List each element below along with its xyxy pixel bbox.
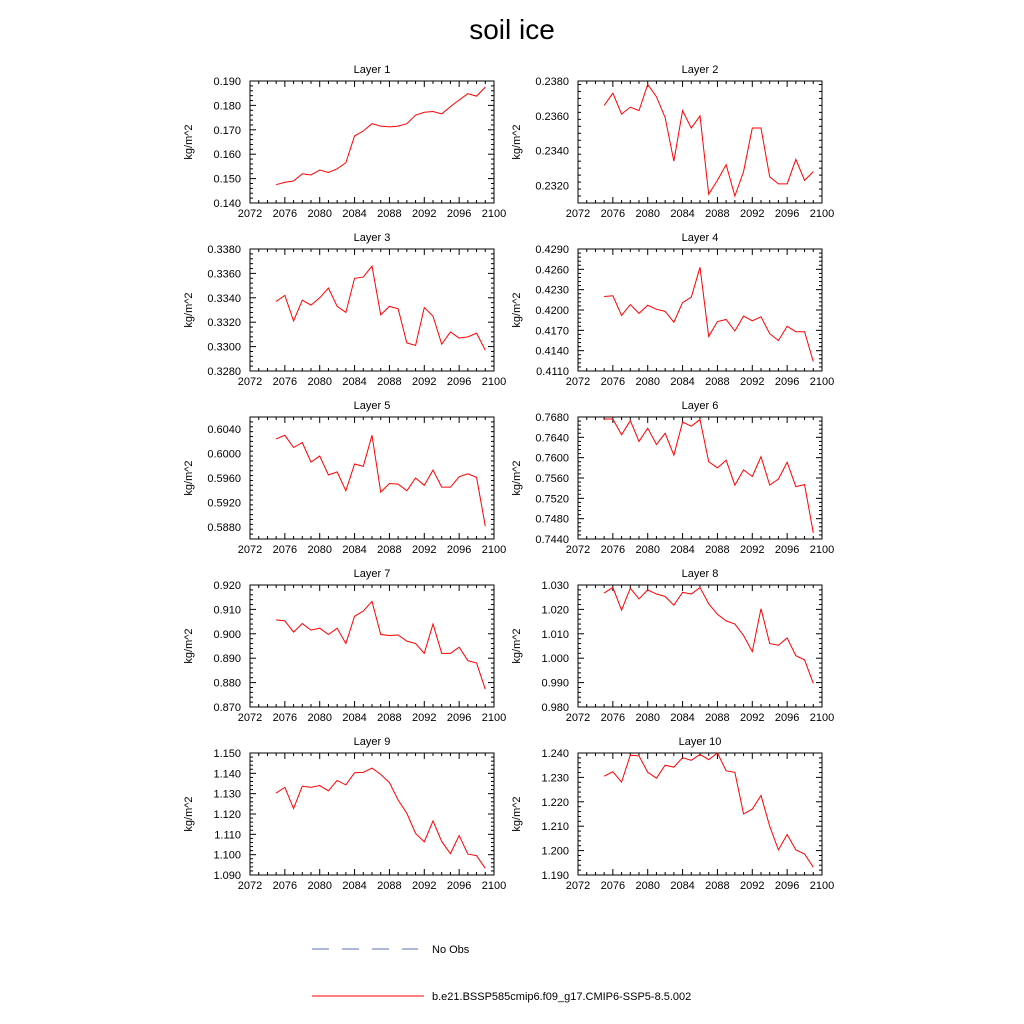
- layer-9-x-tick-label: 2100: [481, 880, 507, 892]
- layer-10-y-tick-label: 1.190: [541, 870, 569, 882]
- layer-1-y-tick-label: 0.170: [213, 124, 241, 137]
- layer-2-x-tick-label: 2080: [635, 208, 660, 220]
- layer-8-y-tick-label: 1.000: [541, 653, 569, 666]
- layer-6-x-tick-label: 2096: [774, 544, 800, 556]
- layer-6-x-tick-label: 2084: [670, 544, 695, 556]
- layer-6-plot-frame: [578, 417, 822, 539]
- layer-6-title: Layer 6: [681, 400, 719, 412]
- layer-8-y-tick-label: 1.010: [541, 628, 569, 641]
- layer-2-x-tick-label: 2084: [670, 208, 695, 220]
- layer-5-x-tick-label: 2100: [481, 544, 507, 556]
- layer-9-series-line: [276, 768, 485, 868]
- layer-8-x-tick-label: 2084: [670, 712, 695, 724]
- layer-7-x-tick-label: 2100: [481, 712, 507, 724]
- legend-model-label: b.e21.BSSP585cmip6.f09_g17.CMIP6-SSP5-8.5.002: [432, 991, 692, 1003]
- layer-8-y-tick-label: 1.020: [541, 604, 569, 617]
- layer-1-x-tick-label: 2096: [446, 208, 472, 220]
- layer-6-ylabel: kg/m^2: [511, 460, 523, 496]
- layer-3-y-tick-label: 0.3360: [207, 268, 241, 281]
- layer-5-x-tick-label: 2072: [237, 544, 263, 556]
- layer-8-x-tick-label: 2088: [705, 712, 730, 724]
- layer-8-y-tick-label: 0.990: [541, 677, 569, 690]
- layer-3-x-tick-label: 2100: [481, 376, 507, 388]
- layer-9-y-tick-label: 1.100: [213, 849, 241, 862]
- layer-5-y-tick-label: 0.6040: [207, 424, 241, 437]
- layer-1-x-tick-label: 2084: [342, 208, 367, 220]
- layer-7-x-tick-label: 2072: [237, 712, 263, 724]
- layer-7-y-tick-label: 0.900: [213, 628, 241, 641]
- layer-7-series-line: [276, 601, 485, 689]
- layer-1-x-tick-label: 2072: [237, 208, 263, 220]
- layer-3-y-tick-label: 0.3320: [207, 317, 241, 330]
- layer-5-y-tick-label: 0.5920: [207, 497, 241, 510]
- layer-1-y-tick-label: 0.180: [213, 100, 241, 113]
- layer-6-y-tick-label: 0.7520: [535, 493, 569, 506]
- layer-1-series-line: [276, 87, 485, 185]
- layer-6-y-tick-label: 0.7680: [535, 412, 569, 424]
- layer-8-x-tick-label: 2092: [740, 712, 765, 724]
- layer-6-x-tick-label: 2100: [809, 544, 835, 556]
- layer-4-y-tick-label: 0.4200: [535, 305, 569, 317]
- layer-2-x-tick-label: 2100: [809, 208, 835, 220]
- layer-4-x-tick-label: 2080: [635, 376, 660, 388]
- layer-7-y-tick-label: 0.870: [213, 702, 241, 714]
- layer-4-y-tick-label: 0.4140: [535, 345, 569, 358]
- layer-7-x-tick-label: 2088: [377, 712, 402, 724]
- layer-8-x-tick-label: 2072: [565, 712, 591, 724]
- layer-5-x-tick-label: 2080: [307, 544, 332, 556]
- layer-9-y-tick-label: 1.090: [213, 870, 241, 882]
- layer-1-y-tick-label: 0.140: [213, 198, 241, 210]
- layer-9-x-tick-label: 2092: [412, 880, 437, 892]
- layer-10-x-tick-label: 2088: [705, 880, 730, 892]
- layer-4-y-tick-label: 0.4230: [535, 284, 569, 297]
- layer-6-y-tick-label: 0.7480: [535, 513, 569, 526]
- layer-9-x-tick-label: 2072: [237, 880, 263, 892]
- layer-10-plot-frame: [578, 753, 822, 875]
- layer-9-x-tick-label: 2080: [307, 880, 332, 892]
- layer-2-x-tick-label: 2096: [774, 208, 800, 220]
- layer-5-title: Layer 5: [353, 400, 391, 412]
- layer-9-y-tick-label: 1.120: [213, 809, 241, 821]
- layer-3-series-line: [276, 266, 485, 350]
- layer-10-x-tick-label: 2084: [670, 880, 695, 892]
- layer-4-title: Layer 4: [681, 232, 719, 244]
- layer-9-title: Layer 9: [353, 736, 391, 748]
- layer-2-y-tick-label: 0.2320: [535, 180, 569, 193]
- layer-3-ylabel: kg/m^2: [183, 292, 195, 328]
- layer-4-x-tick-label: 2088: [705, 376, 730, 388]
- layer-2-title: Layer 2: [681, 64, 719, 76]
- layer-7-x-tick-label: 2096: [446, 712, 472, 724]
- layer-5-x-tick-label: 2092: [412, 544, 437, 556]
- layer-10-x-tick-label: 2080: [635, 880, 660, 892]
- layer-2-x-tick-label: 2092: [740, 208, 765, 220]
- layer-1-y-tick-label: 0.160: [213, 149, 241, 162]
- layer-10-y-tick-label: 1.220: [541, 796, 569, 809]
- layer-2-plot-frame: [578, 81, 822, 203]
- layer-1-x-tick-label: 2092: [412, 208, 437, 220]
- layer-3-x-tick-label: 2088: [377, 376, 402, 388]
- layer-8-series-line: [604, 587, 813, 683]
- layer-2-x-tick-label: 2088: [705, 208, 730, 220]
- layer-10-y-tick-label: 1.200: [541, 845, 569, 858]
- layer-6-x-tick-label: 2072: [565, 544, 591, 556]
- layer-4-x-tick-label: 2084: [670, 376, 695, 388]
- layer-7-title: Layer 7: [353, 568, 391, 580]
- layer-5-ylabel: kg/m^2: [183, 460, 195, 496]
- layer-4-x-tick-label: 2100: [809, 376, 835, 388]
- legend-no-obs-label: No Obs: [432, 944, 470, 956]
- layer-4-ylabel: kg/m^2: [511, 292, 523, 328]
- layer-9-plot-frame: [250, 753, 494, 875]
- layer-8-title: Layer 8: [681, 568, 719, 580]
- layer-3-x-tick-label: 2092: [412, 376, 437, 388]
- layer-1-y-tick-label: 0.150: [213, 173, 241, 186]
- layer-6-x-tick-label: 2076: [600, 544, 626, 556]
- layer-7-y-tick-label: 0.890: [213, 653, 241, 666]
- layer-5-y-tick-label: 0.5880: [207, 521, 241, 534]
- layer-6-x-tick-label: 2088: [705, 544, 730, 556]
- layer-10-y-tick-label: 1.230: [541, 772, 569, 785]
- layer-10-ylabel: kg/m^2: [511, 796, 523, 832]
- layer-8-x-tick-label: 2076: [600, 712, 626, 724]
- layer-2-y-tick-label: 0.2340: [535, 145, 569, 158]
- layer-4-y-tick-label: 0.4260: [535, 264, 569, 277]
- layer-5-y-tick-label: 0.5960: [207, 473, 241, 485]
- layer-4-y-tick-label: 0.4110: [536, 366, 569, 378]
- layer-7-ylabel: kg/m^2: [183, 628, 195, 664]
- layer-3-y-tick-label: 0.3300: [207, 341, 241, 354]
- layer-7-y-tick-label: 0.910: [213, 604, 241, 617]
- page-title: soil ice: [469, 14, 555, 45]
- layer-10-x-tick-label: 2092: [740, 880, 765, 892]
- layer-7-x-tick-label: 2092: [412, 712, 437, 724]
- layer-8-x-tick-label: 2096: [774, 712, 800, 724]
- layer-7-y-tick-label: 0.920: [213, 580, 241, 592]
- layer-3-title: Layer 3: [353, 232, 391, 244]
- layer-6-y-tick-label: 0.7560: [535, 473, 569, 485]
- layer-5-x-tick-label: 2084: [342, 544, 367, 556]
- layer-6-y-tick-label: 0.7600: [535, 452, 569, 465]
- layer-3-y-tick-label: 0.3280: [207, 366, 241, 378]
- layer-5-y-tick-label: 0.6000: [207, 448, 241, 461]
- layer-9-y-tick-label: 1.130: [213, 788, 241, 801]
- layer-7-x-tick-label: 2084: [342, 712, 367, 724]
- layer-10-x-tick-label: 2100: [809, 880, 835, 892]
- layer-2-ylabel: kg/m^2: [511, 124, 523, 160]
- layer-4-y-tick-label: 0.4170: [535, 325, 569, 338]
- layer-1-x-tick-label: 2088: [377, 208, 402, 220]
- layer-1-plot-frame: [250, 81, 494, 203]
- layer-10-y-tick-label: 1.210: [541, 821, 569, 834]
- layer-8-y-tick-label: 1.030: [541, 580, 569, 592]
- layer-9-y-tick-label: 1.150: [213, 748, 241, 760]
- layer-9-ylabel: kg/m^2: [183, 796, 195, 832]
- layer-9-y-tick-label: 1.140: [213, 768, 241, 781]
- layer-9-x-tick-label: 2096: [446, 880, 472, 892]
- layer-3-x-tick-label: 2096: [446, 376, 472, 388]
- layer-3-x-tick-label: 2072: [237, 376, 263, 388]
- layer-1-x-tick-label: 2080: [307, 208, 332, 220]
- layer-1-x-tick-label: 2100: [481, 208, 507, 220]
- layer-1-y-tick-label: 0.190: [213, 76, 241, 88]
- layer-7-x-tick-label: 2076: [272, 712, 298, 724]
- layer-3-y-tick-label: 0.3380: [207, 244, 241, 256]
- layer-2-y-tick-label: 0.2360: [535, 110, 569, 123]
- layer-6-x-tick-label: 2092: [740, 544, 765, 556]
- layer-2-y-tick-label: 0.2380: [535, 76, 569, 88]
- layer-10-x-tick-label: 2072: [565, 880, 591, 892]
- layer-4-x-tick-label: 2076: [600, 376, 626, 388]
- layer-9-x-tick-label: 2076: [272, 880, 298, 892]
- layer-6-y-tick-label: 0.7440: [535, 534, 569, 546]
- layer-8-x-tick-label: 2080: [635, 712, 660, 724]
- layer-5-x-tick-label: 2076: [272, 544, 298, 556]
- layer-10-series-line: [604, 753, 813, 867]
- layer-4-x-tick-label: 2072: [565, 376, 591, 388]
- layer-6-series-line: [604, 419, 813, 533]
- layer-4-x-tick-label: 2092: [740, 376, 765, 388]
- layer-5-series-line: [276, 435, 485, 526]
- layer-4-series-line: [604, 267, 813, 361]
- layer-3-x-tick-label: 2076: [272, 376, 298, 388]
- layer-2-x-tick-label: 2072: [565, 208, 591, 220]
- layer-10-y-tick-label: 1.240: [541, 748, 569, 760]
- layer-2-series-line: [604, 84, 813, 196]
- layer-7-y-tick-label: 0.880: [213, 677, 241, 690]
- layer-5-x-tick-label: 2088: [377, 544, 402, 556]
- layer-1-title: Layer 1: [353, 64, 391, 76]
- layer-9-x-tick-label: 2084: [342, 880, 367, 892]
- layer-6-x-tick-label: 2080: [635, 544, 660, 556]
- layer-3-x-tick-label: 2084: [342, 376, 367, 388]
- layer-1-x-tick-label: 2076: [272, 208, 298, 220]
- layer-8-plot-frame: [578, 585, 822, 707]
- layer-5-x-tick-label: 2096: [446, 544, 472, 556]
- layer-4-x-tick-label: 2096: [774, 376, 800, 388]
- layer-2-x-tick-label: 2076: [600, 208, 626, 220]
- layer-8-ylabel: kg/m^2: [511, 628, 523, 664]
- layer-10-title: Layer 10: [678, 736, 722, 748]
- layer-6-y-tick-label: 0.7640: [535, 432, 569, 445]
- layer-1-ylabel: kg/m^2: [183, 124, 195, 160]
- layer-7-x-tick-label: 2080: [307, 712, 332, 724]
- layer-10-x-tick-label: 2096: [774, 880, 800, 892]
- layer-8-x-tick-label: 2100: [809, 712, 835, 724]
- layer-9-y-tick-label: 1.110: [214, 829, 241, 842]
- layer-9-x-tick-label: 2088: [377, 880, 402, 892]
- layer-4-y-tick-label: 0.4290: [535, 244, 569, 256]
- layer-3-x-tick-label: 2080: [307, 376, 332, 388]
- layer-8-y-tick-label: 0.980: [541, 702, 569, 714]
- layer-3-y-tick-label: 0.3340: [207, 292, 241, 305]
- layer-10-x-tick-label: 2076: [600, 880, 626, 892]
